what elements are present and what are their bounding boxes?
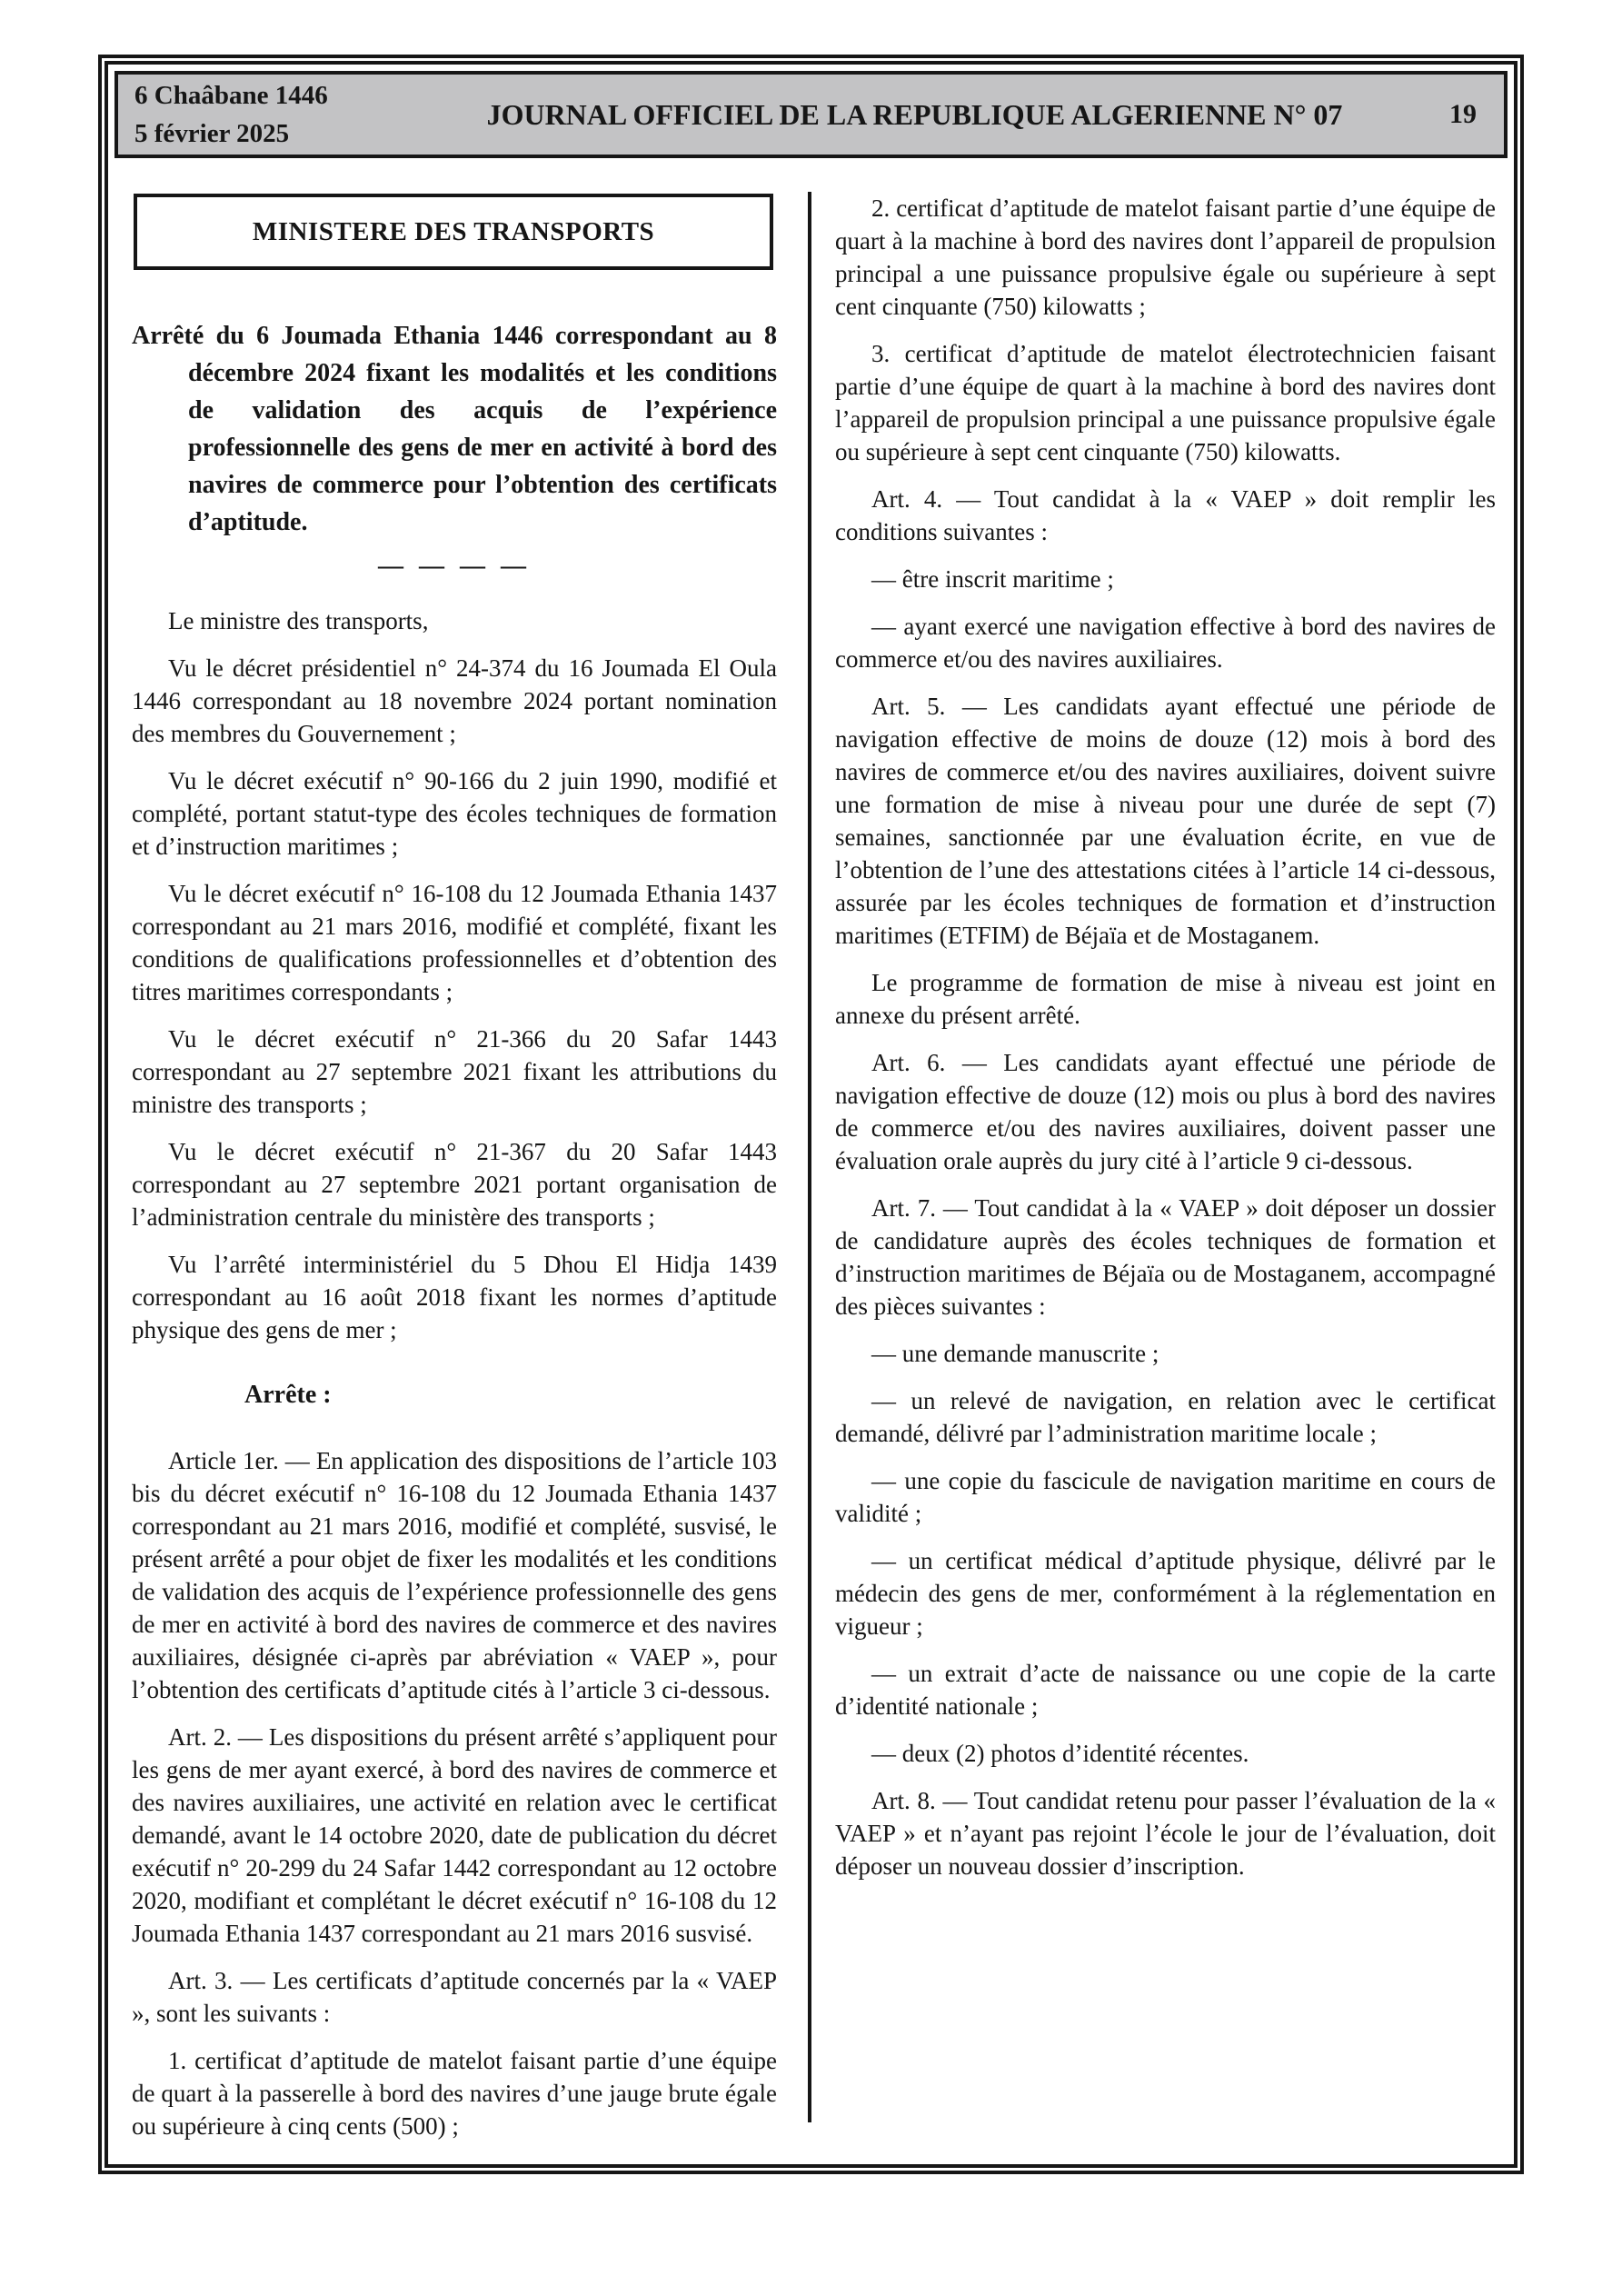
article-paragraph: Art. 5. — Les candidats ayant effectué une période de navigation effective de moins de douze (12) mois à bord des navires de commerce et/ou des navires auxiliaires, doivent suivre une formation de mise à niveau pour une durée de sept (7) semaines, sanctionnée par une évaluation écrite, en vue de l’obtention de l’une des attestations citées à l’article 14 ci-dessous, assurée par les écoles techniques de formation et d’instruction maritimes (ETFIM) de Béjaïa et de Mostaganem. <box>835 693 1496 949</box>
paragraph: Vu le décret exécutif n° 21-367 du 20 Safar 1443 correspondant au 27 septembre 2021 portant organisation de l’administration centrale du ministère des transports ; <box>132 1138 777 1231</box>
left-column <box>132 192 777 2164</box>
page-header <box>114 71 1508 158</box>
date-hijri: 6 Chaâbane 1446 <box>134 80 328 110</box>
list-item: 2. certificat d’aptitude de matelot faisant partie d’une équipe de quart à la machine à bord des navires dont l’appareil de propulsion principal a une puissance propulsive égale ou supérieure à sept cent cinquante (750) kilowatts ; <box>835 195 1496 320</box>
column-divider <box>808 192 811 2122</box>
article-paragraph: Art. 6. — Les candidats ayant effectué une période de navigation effective de douze (12) mois ou plus à bord des navires de commerce et/ou des navires auxiliaires, doivent passer une évaluation orale auprès du jury cité à l’article 9 ci-dessous. <box>835 1049 1496 1174</box>
paragraph: Vu le décret présidentiel n° 24-374 du 16 Joumada El Oula 1446 correspondant au 18 novembre 2024 portant nomination des membres du Gouvernement ; <box>132 654 777 747</box>
article-paragraph: Art. 4. — Tout candidat à la « VAEP » doit remplir les conditions suivantes : <box>835 485 1496 545</box>
date-gregorian: 5 février 2025 <box>134 119 290 148</box>
paragraph: Le programme de formation de mise à niveau est joint en annexe du présent arrêté. <box>835 969 1496 1029</box>
article-paragraph: Art. 2. — Les dispositions du présent arrêté s’appliquent pour les gens de mer ayant exercé, à bord des navires de commerce et des navires auxiliaires, une activité en relation avec le certificat demandé, avant le 14 octobre 2020, date de publication du décret exécutif n° 20-299 du 24 Safar 1442 correspondant au 12 octobre 2020, modifiant et complétant le décret exécutif n° 16-108 du 12 Joumada Ethania 1437 correspondant au 21 mars 2016 susvisé. <box>132 1723 777 1947</box>
dash-item: — une demande manuscrite ; <box>871 1340 1159 1367</box>
right-column <box>835 192 1496 2164</box>
section-separator: — — — — <box>378 552 531 580</box>
page-number: 19 <box>1449 99 1477 129</box>
list-item: 1. certificat d’aptitude de matelot faisant partie d’une équipe de quart à la passerelle à bord des navires d’une jauge brute égale ou supérieure à cinq cents (500) ; <box>132 2047 777 2140</box>
journal-title: JOURNAL OFFICIEL DE LA REPUBLIQUE ALGERIENNE N° 07 <box>486 97 1343 131</box>
paragraph: Vu le décret exécutif n° 90-166 du 2 juin 1990, modifié et complété, portant statut-type des écoles techniques de formation et d’instruction maritimes ; <box>132 767 777 860</box>
dash-item: — une copie du fascicule de navigation maritime en cours de validité ; <box>835 1467 1496 1527</box>
article-paragraph: Art. 8. — Tout candidat retenu pour passer l’évaluation de la « VAEP » et n’ayant pas rejoint l’école le jour de l’évaluation, doit déposer un nouveau dossier d’inscription. <box>835 1787 1496 1880</box>
article-paragraph: Article 1er. — En application des dispositions de l’article 103 bis du décret exécutif n° 16-108 du 12 Joumada Ethania 1437 correspondant au 21 mars 2016, modifié et complété, susvisé, le présent arrêté a pour objet de fixer les modalités et les conditions de validation des acquis de l’expérience professionnelle des gens de mer en activité à bord des navires de commerce et des navires auxiliaires, désignée ci-après par abréviation « VAEP », pour l’obtention des certificats d’aptitude cités à l’article 3 ci-dessous. <box>132 1447 777 1703</box>
content-area <box>108 165 1514 2164</box>
dash-item: — un certificat médical d’aptitude physique, délivré par le médecin des gens de mer, conformément à la réglementation en vigueur ; <box>835 1547 1496 1640</box>
page-frame <box>98 55 1524 2174</box>
decree-title: Arrêté du 6 Joumada Ethania 1446 correspondant au 8 décembre 2024 fixant les modalités et les conditions de validation des acquis de l’expérience professionnelle des gens de mer en activité à bord des navires de commerce pour l’obtention des certificats d’aptitude. <box>132 322 777 536</box>
paragraph: Le ministre des transports, <box>168 607 429 634</box>
ministry-title: MINISTERE DES TRANSPORTS <box>252 216 655 246</box>
ministry-box <box>134 194 773 270</box>
dash-item: — deux (2) photos d’identité récentes. <box>871 1740 1249 1767</box>
paragraph: Vu le décret exécutif n° 16-108 du 12 Joumada Ethania 1437 correspondant au 21 mars 2016, modifié et complété, fixant les conditions de qualifications professionnelles et d’obtention des titres maritimes correspondants ; <box>132 880 777 1005</box>
article-paragraph: Art. 7. — Tout candidat à la « VAEP » doit déposer un dossier de candidature auprès des écoles techniques de formation et d’instruction maritimes de Béjaïa ou de Mostaganem, accompagné des pièces suivantes : <box>835 1194 1496 1320</box>
arrete-heading: Arrête : <box>244 1381 332 1409</box>
dash-item: — un relevé de navigation, en relation avec le certificat demandé, délivré par l’administration maritime locale ; <box>835 1387 1496 1447</box>
dash-item: — un extrait d’acte de naissance ou une copie de la carte d’identité nationale ; <box>835 1660 1496 1720</box>
paragraph: Vu le décret exécutif n° 21-366 du 20 Safar 1443 correspondant au 27 septembre 2021 fixant les attributions du ministre des transports ; <box>132 1025 777 1118</box>
paragraph: Vu l’arrêté interministériel du 5 Dhou El Hidja 1439 correspondant au 16 août 2018 fixant les normes d’aptitude physique des gens de mer ; <box>132 1251 777 1343</box>
dash-item: — être inscrit maritime ; <box>871 565 1114 593</box>
dash-item: — ayant exercé une navigation effective à bord des navires de commerce et/ou des navires auxiliaires. <box>835 613 1496 673</box>
article-paragraph: Art. 3. — Les certificats d’aptitude concernés par la « VAEP », sont les suivants : <box>132 1967 777 2027</box>
list-item: 3. certificat d’aptitude de matelot électrotechnicien faisant partie d’une équipe de quart à la machine à bord des navires dont l’appareil de propulsion principal a une puissance propulsive égale ou supérieure à sept cent cinquante (750) kilowatts. <box>835 340 1496 465</box>
header-dates <box>118 76 453 153</box>
